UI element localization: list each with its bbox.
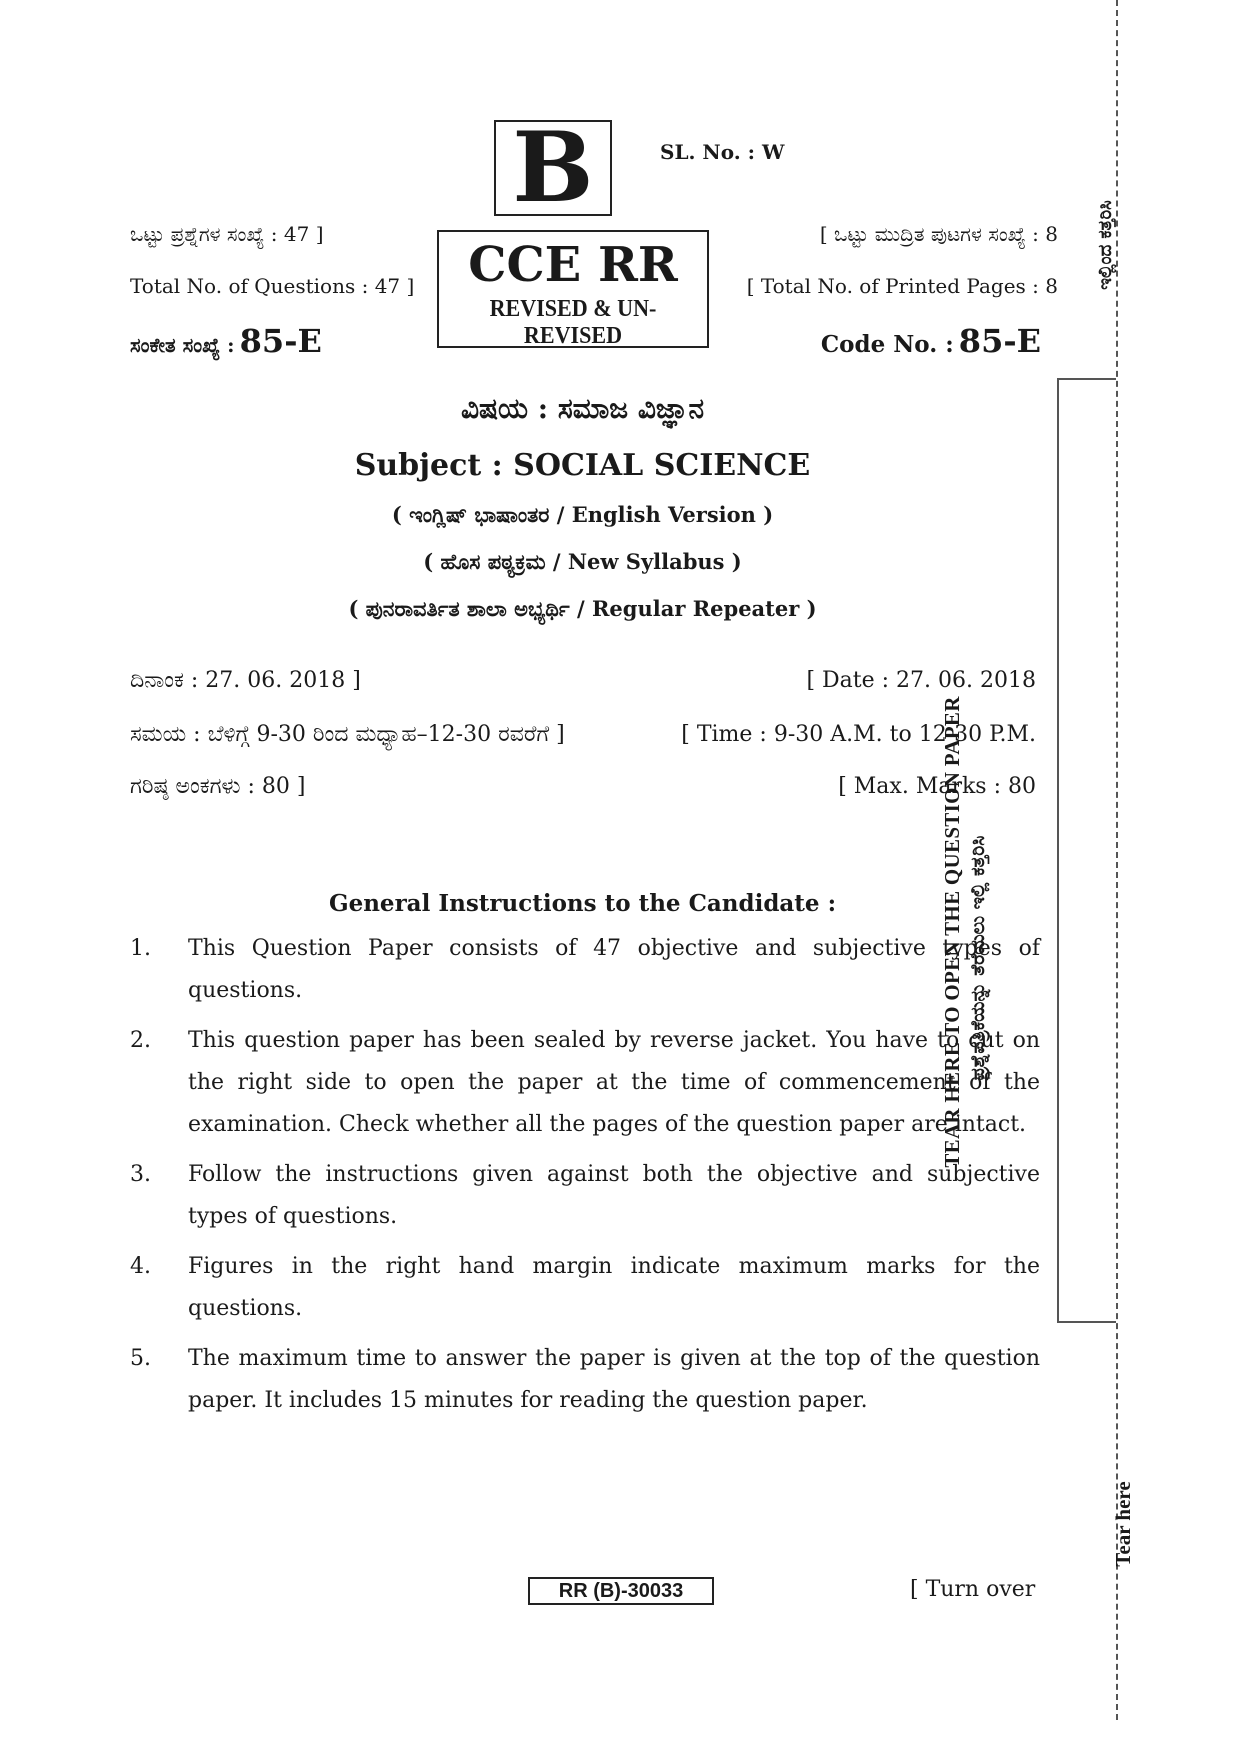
exam-name-box — [437, 230, 709, 348]
instruction-item — [130, 1154, 1040, 1238]
code-number-kannada — [130, 322, 322, 360]
paper-code-box — [528, 1577, 714, 1605]
code-value-kannada: 85-E — [239, 322, 322, 360]
instruction-text: The maximum time to answer the paper is given at the top of the question paper. It includes 15 minutes for reading the question paper. — [188, 1346, 1040, 1413]
time-kannada: ಸಮಯ : ಬೆಳಿಗ್ಗೆ 9-30 ರಿಂದ ಮಧ್ಯಾಹ–12-30 ರವರೆಗೆ ] — [130, 722, 565, 747]
code-label-english: Code No. : — [820, 331, 954, 358]
instruction-number: 2. — [130, 1028, 151, 1053]
set-letter: B — [512, 111, 594, 224]
paper-code: RR (B)-30033 — [558, 1579, 684, 1602]
exam-name: CCE RR — [468, 237, 678, 293]
tear-here-instruction: TEAR HERE TO OPEN THE QUESTION PAPER — [940, 696, 964, 1168]
date-kannada: ದಿನಾಂಕ : 27. 06. 2018 ] — [130, 668, 361, 693]
instruction-text: This Question Paper consists of 47 objective and subjective types of questions. — [188, 936, 1040, 1003]
turn-over-label: [ Turn over — [910, 1577, 1036, 1602]
instruction-number: 1. — [130, 936, 151, 961]
tear-here-label: Tear here — [1111, 1481, 1135, 1567]
exam-variant: REVISED & UN-REVISED — [489, 296, 657, 350]
tear-here-instruction-kannada: ಪ್ರಶ್ನೆಪತ್ರಿಕೆಯನ್ನು ತೆರೆಯಲು ಇಲ್ಲಿ ಕತ್ತರಿಸಿ — [967, 835, 989, 1081]
instruction-item — [130, 928, 1040, 1012]
subject-english: Subject : SOCIAL SCIENCE — [354, 448, 811, 483]
instruction-number: 5. — [130, 1346, 151, 1371]
marks-english: [ Max. Marks : 80 — [838, 774, 1036, 799]
cut-here-kannada: ಇಲ್ಲಿಂದ ಕತ್ತರಿಸಿ — [1095, 200, 1116, 290]
version-line: ( ಇಂಗ್ಲಿಷ್ ಭಾಷಾಂತರ / English Version ) — [391, 502, 774, 527]
instruction-text: Follow the instructions given against both the objective and subjective types of questions. — [188, 1162, 1040, 1229]
instructions-list — [130, 928, 1040, 1430]
total-questions-english: Total No. of Questions : 47 ] — [130, 274, 415, 298]
subject-kannada: ವಿಷಯ : ಸಮಾಜ ವಿಜ್ಞಾನ — [460, 392, 705, 425]
instruction-item — [130, 1246, 1040, 1330]
code-number-english — [821, 322, 1041, 360]
instruction-item — [130, 1338, 1040, 1422]
total-questions-kannada: ಒಟ್ಟು ಪ್ರಶ್ನೆಗಳ ಸಂಖ್ಯೆ : 47 ] — [130, 222, 324, 246]
candidate-line: ( ಪುನರಾವರ್ತಿತ ಶಾಲಾ ಅಭ್ಯರ್ಥಿ / Regular Repeater ) — [348, 596, 817, 621]
serial-number: SL. No. : W — [660, 140, 785, 164]
code-value-english: 85-E — [958, 322, 1041, 360]
time-english: [ Time : 9-30 A.M. to 12-30 P.M. — [681, 722, 1036, 747]
instruction-number: 3. — [130, 1162, 151, 1187]
total-pages-kannada: [ ಒಟ್ಟು ಮುದ್ರಿತ ಪುಟಗಳ ಸಂಖ್ಯೆ : 8 — [819, 222, 1058, 246]
date-english: [ Date : 27. 06. 2018 — [806, 668, 1036, 693]
set-letter-box — [494, 111, 612, 224]
instruction-text: Figures in the right hand margin indicate maximum marks for the questions. — [188, 1254, 1040, 1321]
syllabus-line: ( ಹೊಸ ಪಠ್ಯಕ್ರಮ / New Syllabus ) — [423, 549, 742, 574]
total-pages-english: [ Total No. of Printed Pages : 8 — [746, 274, 1058, 298]
instruction-number: 4. — [130, 1254, 151, 1279]
code-label-kannada: ಸಂಕೇತ ಸಂಖ್ಯೆ : — [130, 333, 235, 357]
instruction-text: This question paper has been sealed by reverse jacket. You have to cut on the right side to open the paper at the time of commencement of the examination. Check whether all the pages of the question paper are intact. — [188, 1028, 1040, 1137]
tear-instruction-box — [1057, 378, 1116, 1323]
instructions-title: General Instructions to the Candidate : — [328, 890, 837, 917]
marks-kannada: ಗರಿಷ್ಠ ಅಂಕಗಳು : 80 ] — [130, 774, 306, 799]
instruction-item — [130, 1020, 1040, 1146]
